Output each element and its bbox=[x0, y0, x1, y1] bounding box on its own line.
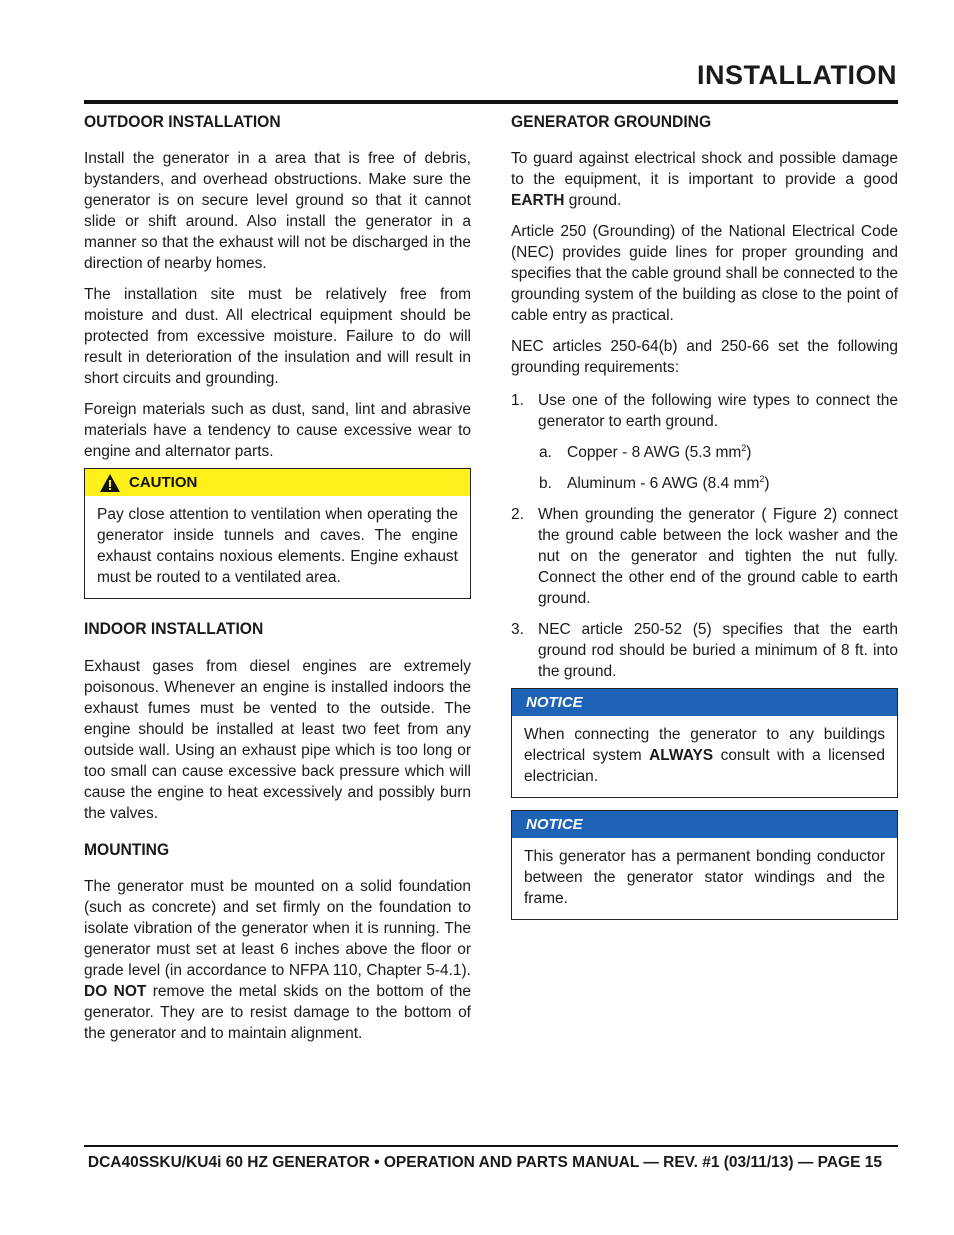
notice-body bbox=[512, 838, 897, 919]
mounting-text-c: remove the metal skids on the bottom of the generator. They are to resist damage to the bottom of the generator and to maintain alignment. bbox=[84, 983, 472, 1043]
notice-text bbox=[524, 724, 885, 787]
sub-letter: a. bbox=[539, 444, 552, 462]
footer-rule bbox=[84, 1145, 898, 1147]
section-mounting bbox=[84, 840, 471, 1044]
notice-body bbox=[512, 716, 897, 797]
section-indoor-installation bbox=[84, 619, 471, 823]
grounding-paragraph-1 bbox=[511, 148, 898, 211]
caution-text: Pay close attention to ventilation when operating the generator inside tunnels and caves. The engine exhaust contains noxious elements. Engine exhaust must be routed to a ventilated area. bbox=[97, 506, 458, 587]
title-rule bbox=[84, 100, 898, 104]
mounting-text-a: The generator must be mounted on a solid foundation (such as concrete) and set firmly on the foundation to isolate vibration of the generator when it is running. The generator must set at least 6 inches above the floor or grade level (in accordance to NFPA 110, Chapter 5-4.1). bbox=[84, 878, 471, 980]
caution-header bbox=[85, 469, 470, 496]
page-title: INSTALLATION bbox=[697, 60, 897, 90]
sub-text bbox=[567, 473, 770, 494]
left-column bbox=[84, 112, 471, 1064]
right-column bbox=[511, 112, 898, 940]
sub-text-main: Copper - 8 AWG (5.3 mm bbox=[567, 444, 742, 462]
list-item bbox=[539, 442, 898, 463]
notice-text: This generator has a permanent bonding conductor between the generator stator windings and the frame. bbox=[524, 848, 885, 908]
indoor-heading: INDOOR INSTALLATION bbox=[84, 619, 264, 639]
step-text: NEC article 250-52 (5) specifies that the earth ground rod should be buried a minimum of 8 ft. into the ground. bbox=[538, 621, 898, 681]
caution-box bbox=[84, 468, 471, 599]
grounding-steps-continued bbox=[511, 504, 898, 682]
step-number: 3. bbox=[511, 621, 524, 639]
grounding-text-a: To guard against electrical shock and possible damage to the equipment, it is important to provide a good bbox=[511, 150, 898, 189]
grounding-paragraph-3: NEC articles 250-64(b) and 250-66 set the following grounding requirements: bbox=[511, 338, 898, 377]
sub-text-close: ) bbox=[764, 475, 770, 493]
sub-text-close: ) bbox=[746, 444, 752, 462]
section-outdoor-installation bbox=[84, 112, 471, 462]
section-generator-grounding bbox=[511, 112, 898, 682]
grounding-steps bbox=[511, 390, 898, 432]
grounding-text-c: ground. bbox=[564, 192, 622, 210]
step-text: When grounding the generator ( Figure 2) connect the ground cable between the lock washer and the nut on the generator and tighten the nut fully. Connect the other end of the ground cable to earth ground. bbox=[538, 506, 898, 608]
page-footer: DCA40SSKU/KU4i 60 HZ GENERATOR • OPERATION AND PARTS MANUAL — REV. #1 (03/11/13) — PAGE 15 bbox=[87, 1154, 882, 1171]
grounding-heading: GENERATOR GROUNDING bbox=[511, 112, 712, 131]
caution-body bbox=[85, 496, 470, 598]
list-item bbox=[539, 473, 898, 494]
sub-text-sup: 2 bbox=[741, 443, 747, 454]
notice-text-c: consult with a licensed electrician. bbox=[524, 747, 885, 786]
notice-header bbox=[512, 811, 897, 838]
step-number: 2. bbox=[511, 506, 524, 524]
step-number: 1. bbox=[511, 392, 524, 410]
list-item bbox=[511, 390, 898, 432]
outdoor-paragraph-1: Install the generator in a area that is free of debris, bystanders, and overhead obstructions. Make sure the generator is on secure level ground so that it cannot slide or shift around. Also install the generator in a manner so that the exhaust will not be discharged in the direction of nearby homes. bbox=[84, 150, 471, 273]
grounding-paragraph-2: Article 250 (Grounding) of the National Electrical Code (NEC) provides guide lines for proper grounding and specifies that the cable ground shall be connected to the grounding system of the building as close to the point of cable entry as practical. bbox=[511, 223, 898, 325]
mounting-paragraph-1 bbox=[84, 876, 471, 1044]
notice-box-1 bbox=[511, 688, 898, 798]
list-item bbox=[511, 619, 898, 682]
notice-always: ALWAYS bbox=[649, 747, 714, 765]
outdoor-heading: OUTDOOR INSTALLATION bbox=[84, 112, 281, 131]
step-text: Use one of the following wire types to connect the generator to earth ground. bbox=[538, 392, 898, 431]
sub-text-sup: 2 bbox=[759, 474, 765, 485]
notice-label: NOTICE bbox=[526, 694, 583, 712]
list-item bbox=[511, 504, 898, 609]
notice-text-a: When connecting the generator to any buildings electrical system bbox=[524, 726, 885, 765]
notice-box-2 bbox=[511, 810, 898, 920]
warning-triangle-icon bbox=[99, 473, 121, 493]
notice-header bbox=[512, 689, 897, 716]
grounding-earth: EARTH bbox=[511, 192, 565, 210]
caution-label: CAUTION bbox=[129, 474, 198, 492]
outdoor-paragraph-3: Foreign materials such as dust, sand, lint and abrasive materials have a tendency to cause excessive wear to engine and alternator parts. bbox=[84, 401, 471, 461]
sub-text-main: Aluminum - 6 AWG (8.4 mm bbox=[567, 475, 760, 493]
indoor-paragraph-1: Exhaust gases from diesel engines are extremely poisonous. Whenever an engine is installed indoors the exhaust fumes must be vented to the outside. The engine should be installed at least two feet from any outside wall. Using an exhaust pipe which is too long or too small can cause excessive back pressure which will cause the engine to heat excessively and possibly burn the valves. bbox=[84, 657, 471, 822]
outdoor-paragraph-2: The installation site must be relatively free from moisture and dust. All electrical equipment should be protected from excessive moisture. Failure to do will result in deterioration of the insulation and will result in short circuits and grounding. bbox=[84, 286, 471, 388]
notice-label: NOTICE bbox=[526, 816, 583, 834]
mounting-do-not: DO NOT bbox=[84, 983, 147, 1001]
mounting-heading: MOUNTING bbox=[84, 839, 170, 859]
sub-letter: b. bbox=[539, 475, 552, 493]
sub-text bbox=[567, 442, 751, 463]
